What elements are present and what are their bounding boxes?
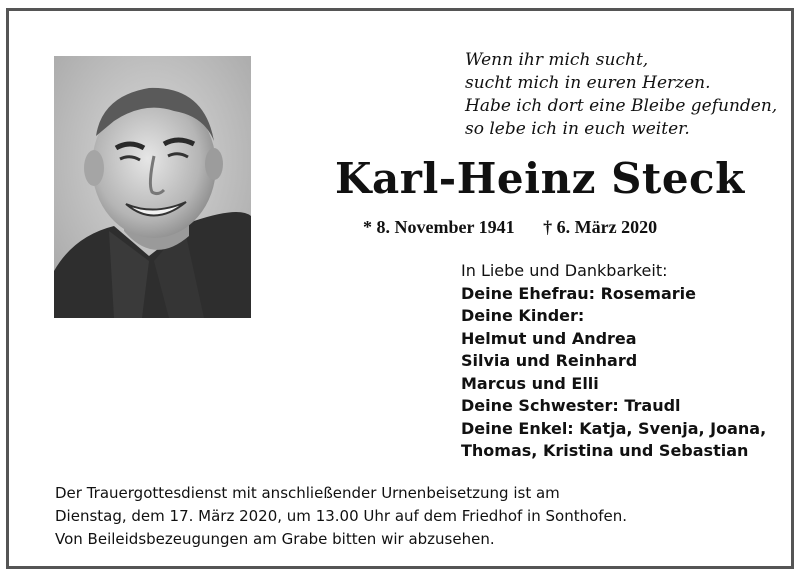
poem-line: Habe ich dort eine Bleibe gefunden, [465,96,778,116]
portrait-photo [54,56,251,318]
poem-line: so lebe ich in euch weiter. [465,119,690,139]
birth-date: * 8. November 1941 [363,217,515,237]
mourner-line: Deine Enkel: Katja, Svenja, Joana, [461,418,767,438]
funeral-service-info [55,482,785,551]
memorial-poem [465,49,785,141]
death-date: † 6. März 2020 [543,217,658,237]
deceased-name: Karl-Heinz Steck [335,154,745,203]
mourner-line: Marcus und Elli [461,373,599,393]
service-line: Der Trauergottesdienst mit anschließender Urnenbeisetzung ist am [55,484,560,502]
mourner-line: Deine Ehefrau: Rosemarie [461,283,696,303]
mourner-line: Thomas, Kristina und Sebastian [461,441,749,460]
mourners-list [461,260,800,463]
service-line: Von Beileidsbezeugungen am Grabe bitten wir abzusehen. [55,530,495,548]
mourner-line: Silvia und Reinhard [461,351,638,370]
mourners-intro: In Liebe und Dankbarkeit: [461,261,668,280]
life-dates [363,215,763,239]
poem-line: sucht mich in euren Herzen. [465,73,711,93]
poem-line: Wenn ihr mich sucht, [465,50,649,70]
mourner-line: Helmut und Andrea [461,328,637,348]
obituary-notice [6,8,794,569]
mourner-line: Deine Schwester: Traudl [461,396,681,415]
service-line: Dienstag, dem 17. März 2020, um 13.00 Uhr auf dem Friedhof in Sonthofen. [55,507,628,525]
mourner-line: Deine Kinder: [461,306,585,325]
